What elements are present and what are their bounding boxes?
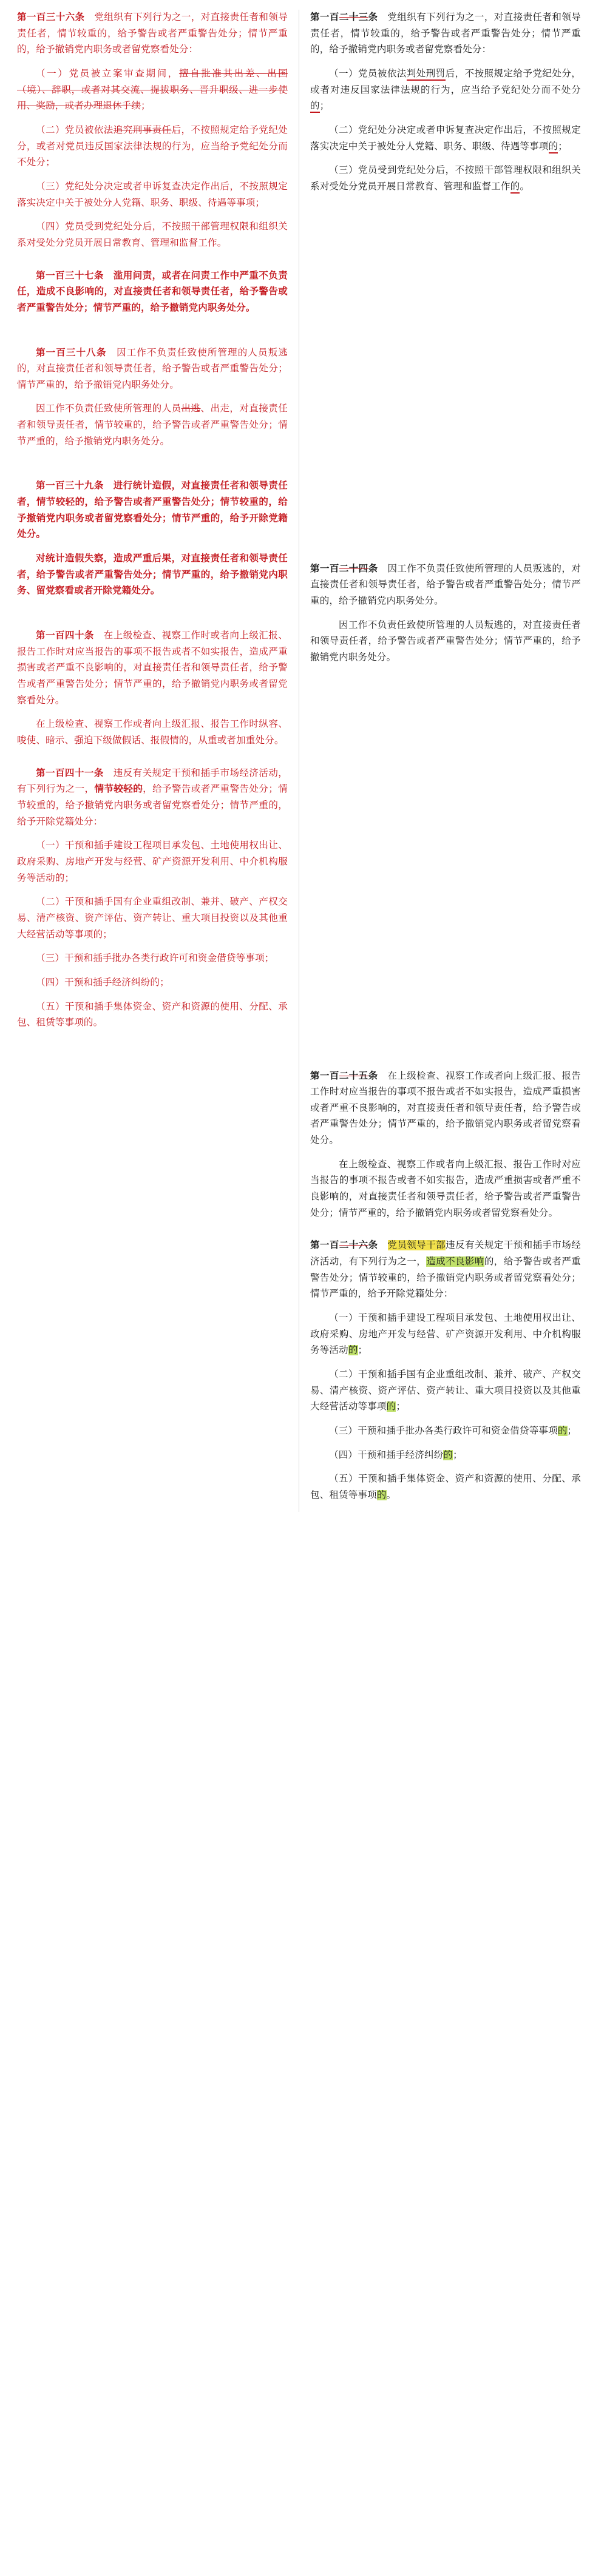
article-number-123: 第一百二十三条 xyxy=(310,12,378,22)
paragraph-article-141-item-3 xyxy=(17,951,288,967)
article-140-para-2-text: 在上级检查、视察工作或者向上级汇报、报告工作时纵容、唆使、暗示、强迫下级做假话、报假情的，从重或者加重处分。 xyxy=(17,719,288,746)
article-141-item-5-text: （五）干预和插手集体资金、资产和资源的使用、分配、承包、租赁等事项的。 xyxy=(17,1001,288,1028)
paragraph-article-141-item-5 xyxy=(17,999,288,1031)
article-number-139: 第一百三十九条 xyxy=(36,480,104,491)
strikethrough-text: 擅自批准其出差、出国（境）、辞职，或者对其交流、提拔职务、晋升职级、进一步使用、奖励，或者办理退休手续 xyxy=(17,68,288,112)
paragraph-article-126-item-2: （二）干预和插手国有企业重组改制、兼并、破产、产权交易、清产核资、资产评估、资产转让、重大项目投资以及其他重大经营活动等事项的； xyxy=(310,1369,581,1412)
paragraph-article-141-item-4 xyxy=(17,975,288,991)
spacer xyxy=(310,1229,581,1238)
paragraph-article-123-item-3: （三）党员受到党纪处分后，不按照干部管理权限和组织关系对受处分党员开展日常教育、管理和监督工作的。 xyxy=(310,163,581,195)
paragraph-article-126-item-1: （一）干预和插手建设工程项目承发包、土地使用权出让、政府采购、房地产开发与经营、矿产资源开发利用、中介机构服务等活动的； xyxy=(310,1313,581,1356)
underline-text: 判处刑罚 xyxy=(407,69,446,81)
article-138-head-text: 因工作不负责任致使所管理的人员叛逃的，对直接责任者和领导责任者，给予警告或者严重警告处分；情节严重的，给予撤销党内职务处分。 xyxy=(17,347,288,390)
paragraph-article-124-para-2 xyxy=(310,618,581,666)
highlight-green: 的 xyxy=(386,1401,396,1412)
strikethrough-text: 二十六 xyxy=(339,1240,368,1251)
underline-text: 的 xyxy=(310,101,320,113)
spacer xyxy=(17,757,288,766)
paragraph-article-126-item-4: （四）干预和插手经济纠纷的； xyxy=(329,1449,463,1460)
article-number-141: 第一百四十一条 xyxy=(36,767,104,778)
paragraph-article-125-head: 第一百二十五条 在上级检查、视察工作或者向上级汇报、报告工作时对应当报告的事项不报告或者不如实报告，造成严重损害或者严重不良影响的，对直接责任者和领导责任者，给予警告或者严重警告处分；情节严重的，给予撤销党内职务或者留党察看处分。 xyxy=(310,1070,581,1146)
paragraph-article-137 xyxy=(17,268,288,317)
spacer xyxy=(310,826,581,977)
paragraph-article-141-head: 第一百四十一条 违反有关规定干预和插手市场经济活动，有下列行为之一，情节较轻的，给予警告或者严重警告处分；情节较重的，给予撤销党内职务或者留党察看处分；情节严重的，给予开除党籍处分： xyxy=(17,767,288,827)
paragraph-article-136-item-4 xyxy=(17,219,288,251)
highlight-yellow: 党员领导干部 xyxy=(387,1240,446,1251)
spacer xyxy=(310,507,581,561)
article-136-item-4-text: （四）党员受到党纪处分后，不按照干部管理权限和组织关系对受处分党员开展日常教育、管理和监督工作。 xyxy=(17,221,288,248)
article-124-para-2-text: 因工作不负责任致使所管理的人员叛逃的，对直接责任者和领导责任者，给予警告或者严重警告处分；情节严重的，给予撤销党内职务处分。 xyxy=(310,619,581,663)
spacer xyxy=(17,457,288,478)
article-141-item-2-text: （二）干预和插手国有企业重组改制、兼并、破产、产权交易、清产核资、资产评估、资产转让、重大项目投资以及其他重大经营活动等事项的； xyxy=(17,897,288,940)
highlight-green: 的 xyxy=(557,1425,568,1436)
paragraph-article-136-item-2: （二）党员被依法追究刑事责任后，不按照规定给予党纪处分，或者对党员违反国家法律法规的行为，应当给予党纪处分而不处分； xyxy=(17,124,288,168)
article-136-item-3-text: （三）党纪处分决定或者申诉复查决定作出后，不按照规定落实决定中关于被处分人党籍、职务、职级、待遇等事项； xyxy=(17,181,288,208)
article-141-item-3-text: （三）干预和插手批办各类行政许可和资金借贷等事项； xyxy=(36,953,274,964)
paragraph-article-141-item-2 xyxy=(17,894,288,943)
article-number-137: 第一百三十七条 xyxy=(36,270,104,281)
strikethrough-text: 二十四 xyxy=(339,563,368,574)
paragraph-article-125-para-2 xyxy=(310,1157,581,1222)
paragraph-article-141-item-1 xyxy=(17,838,288,886)
article-number-125: 第一百二十五条 xyxy=(310,1070,378,1081)
article-141-item-4-text: （四）干预和插手经济纠纷的； xyxy=(36,977,169,988)
underline-text: 的 xyxy=(510,181,520,194)
article-number-140: 第一百四十条 xyxy=(36,630,94,641)
strikethrough-text: 二十五 xyxy=(339,1070,368,1081)
article-139-text: 进行统计造假，对直接责任者和领导责任者，情节较轻的，给予警告或者严重警告处分；情节较重的，给予撤销党内职务或者留党察看处分；情节严重的，给予开除党籍处分。 xyxy=(17,480,288,540)
paragraph-article-136-item-1: （一）党员被立案审查期间，擅自批准其出差、出国（境）、辞职，或者对其交流、提拔职务、晋升职级、进一步使用、奖励，或者办理退休手续； xyxy=(17,68,288,112)
spacer xyxy=(310,203,581,355)
paragraph-article-124-head: 第一百二十四条 因工作不负责任致使所管理的人员叛逃的，对直接责任者和领导责任者，给予警告或者严重警告处分；情节严重的，给予撤销党内职务处分。 xyxy=(310,563,581,606)
paragraph-article-140-head xyxy=(17,628,288,709)
article-141-item-1-text: （一）干预和插手建设工程项目承发包、土地使用权出让、政府采购、房地产开发与经营、矿产资源开发利用、中介机构服务等活动的； xyxy=(17,840,288,883)
strikethrough-text: 情节较轻的 xyxy=(94,784,143,795)
underline-text: 的 xyxy=(549,141,558,153)
article-137-text: 滥用问责，或者在问责工作中严重不负责任，造成不良影响的，对直接责任者和领导责任者，给予警告或者严重警告处分；情节严重的，给予撤销党内职务处分。 xyxy=(17,270,288,313)
highlight-green: 的 xyxy=(348,1345,358,1356)
strikethrough-text: 二十三 xyxy=(339,12,368,22)
strikethrough-text: 追究刑事责任 xyxy=(113,124,172,135)
spacer xyxy=(310,355,581,507)
paragraph-article-136-head xyxy=(17,10,288,58)
highlight-green: 的 xyxy=(376,1489,387,1500)
article-136-head-text: 党组织有下列行为之一，对直接责任者和领导责任者，情节较重的，给予警告或者严重警告处分；情节严重的，给予撤销党内职务或者留党察看处分： xyxy=(17,12,288,55)
paragraph-article-138-head xyxy=(17,345,288,394)
article-140-head-text: 在上级检查、视察工作时或者向上级汇报、报告工作时对应当报告的事项不报告或者不如实报告，造成严重损害或者严重不良影响的，对直接责任者和领导责任者，给予警告或者严重警告处分；情节严重的，给予撤销党内职务或者留党察看处分。 xyxy=(17,630,288,706)
spacer xyxy=(17,607,288,628)
highlight-green: 的 xyxy=(443,1449,453,1460)
right-column xyxy=(300,10,592,1512)
article-number-138: 第一百三十八条 xyxy=(36,347,107,358)
spacer xyxy=(17,260,288,268)
paragraph-article-123-item-1: （一）党员被依法判处刑罚后，不按照规定给予党纪处分，或者对违反国家法律法规的行为，应当给予党纪处分而不处分的； xyxy=(310,66,581,115)
paragraph-article-138-para-2: 因工作不负责任致使所管理的人员出逃、出走，对直接责任者和领导责任者，情节较重的，给予警告或者严重警告处分；情节严重的，给予撤销党内职务处分。 xyxy=(17,403,288,447)
spacer xyxy=(310,674,581,826)
article-number-136: 第一百三十六条 xyxy=(17,12,85,22)
paragraph-article-123-head: 第一百二十三条 党组织有下列行为之一，对直接责任者和领导责任者，情节较重的，给予警告或者严重警告处分；情节严重的，给予撤销党内职务或者留党察看处分： xyxy=(310,12,581,55)
paragraph-article-126-item-5: （五）干预和插手集体资金、资产和资源的使用、分配、承包、租赁等事项的。 xyxy=(310,1474,581,1500)
article-139-para-2-text: 对统计造假失察，造成严重后果，对直接责任者和领导责任者，给予警告或者严重警告处分；情节严重的，给予撤销党内职务、留党察看或者开除党籍处分。 xyxy=(17,553,288,596)
spacer xyxy=(17,325,288,345)
paragraph-article-126-head: 第一百二十六条 党员领导干部违反有关规定干预和插手市场经济活动，有下列行为之一，造成不良影响的，给予警告或者严重警告处分；情节较重的，给予撤销党内职务或者留党察看处分；情节严重的，给予开除党籍处分： xyxy=(310,1240,581,1300)
paragraph-article-139-para-2 xyxy=(17,551,288,599)
spacer xyxy=(310,977,581,1068)
article-number-126: 第一百二十六条 xyxy=(310,1240,378,1251)
strikethrough-text: 出逃 xyxy=(181,403,201,414)
paragraph-article-136-item-3 xyxy=(17,179,288,211)
article-number-124: 第一百二十四条 xyxy=(310,563,378,574)
article-125-para-2-text: 在上级检查、视察工作或者向上级汇报、报告工作时对应当报告的事项不报告或者不如实报告，造成严重损害或者严重不良影响的，对直接责任者和领导责任者，给予警告或者严重警告处分；情节严重的，给予撤销党内职务或者留党察看处分。 xyxy=(310,1159,581,1218)
paragraph-article-126-item-3: （三）干预和插手批办各类行政许可和资金借贷等事项的； xyxy=(329,1425,577,1436)
paragraph-article-139-head xyxy=(17,478,288,543)
paragraph-article-123-item-2: （二）党纪处分决定或者申诉复查决定作出后，不按照规定落实决定中关于被处分人党籍、职务、职级、待遇等事项的； xyxy=(310,123,581,155)
left-column xyxy=(6,10,297,1039)
highlight-green: 造成不良影响 xyxy=(426,1256,484,1267)
paragraph-article-140-para-2 xyxy=(17,716,288,749)
